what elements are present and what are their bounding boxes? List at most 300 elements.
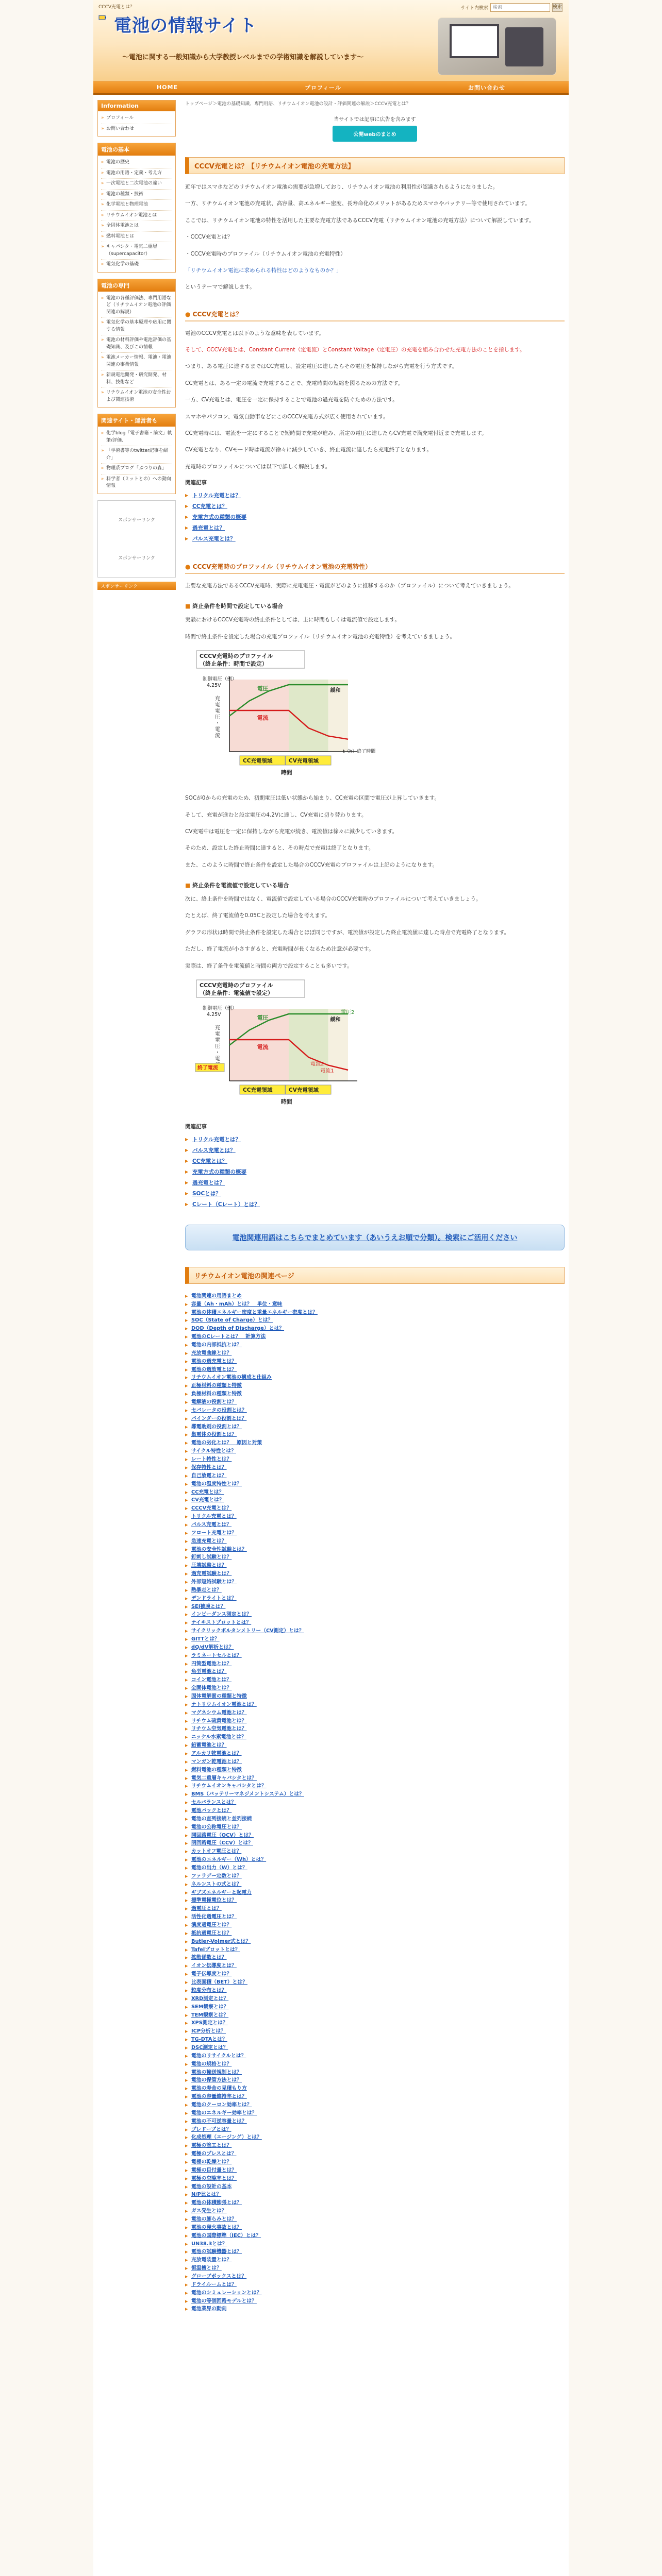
related-item-link[interactable]: パルス充電とは？ — [192, 1147, 236, 1154]
related-item[interactable] — [185, 512, 565, 523]
related-page-item-link[interactable]: 電池パックとは？ — [191, 1808, 232, 1814]
related-page-item[interactable] — [185, 1921, 565, 1929]
related-page-item[interactable] — [185, 1815, 565, 1823]
sidebar-item[interactable] — [101, 221, 172, 232]
related-page-item[interactable] — [185, 2207, 565, 2215]
related-page-item-link[interactable]: 充放電曲線とは？ — [191, 1350, 232, 1356]
related-page-item[interactable] — [185, 1537, 565, 1546]
related-page-item[interactable] — [185, 2019, 565, 2027]
related-page-item[interactable] — [185, 2240, 565, 2248]
related-page-item-link[interactable]: 電池のシミュレーションとは？ — [191, 2290, 262, 2296]
related-page-item-link[interactable]: GITTとは？ — [191, 1636, 220, 1642]
related-page-item-link[interactable]: フロート充電とは？ — [191, 1530, 237, 1536]
related-page-item-link[interactable]: 熱暴走とは？ — [191, 1587, 222, 1593]
sidebar-item[interactable] — [101, 294, 172, 318]
related-page-item-link[interactable]: 電池の発火事故とは？ — [191, 2224, 242, 2230]
related-page-item-link[interactable]: リチウムイオンキャパシタとは？ — [191, 1783, 267, 1789]
related-page-item[interactable] — [185, 1692, 565, 1701]
related-page-item[interactable] — [185, 1799, 565, 1807]
related-page-item-link[interactable]: 電池関連の用語まとめ — [191, 1293, 242, 1299]
related-page-item[interactable] — [185, 1987, 565, 1995]
related-page-item-link[interactable]: 電池の寿命の見積もり方 — [191, 2086, 247, 2092]
related-page-item-link[interactable]: 標準電極電位とは？ — [191, 1897, 237, 1904]
related-page-item-link[interactable]: 電極のプレスとは？ — [191, 2151, 237, 2157]
related-page-item-link[interactable]: 濃度過電圧とは？ — [191, 1922, 232, 1928]
related-page-item-link[interactable]: SEM観察とは？ — [191, 2004, 229, 2010]
related-page-item-link[interactable]: セルバランスとは？ — [191, 1800, 237, 1806]
related-item[interactable] — [185, 1199, 565, 1210]
related-item[interactable] — [185, 1134, 565, 1145]
related-page-item[interactable] — [185, 2150, 565, 2158]
sidebar-item[interactable] — [101, 124, 172, 134]
related-page-item-link[interactable]: ファラデー定数とは？ — [191, 1873, 242, 1879]
sidebar-item[interactable] — [101, 474, 172, 492]
sidebar-item-link[interactable]: 電池の用語・定義・考え方 — [106, 170, 162, 176]
related-page-item-link[interactable]: 電池の劣化とは？ 原因と対策 — [191, 1440, 262, 1446]
sidebar-item[interactable] — [101, 113, 172, 124]
related-page-item[interactable] — [185, 1733, 565, 1741]
related-page-item-link[interactable]: マンガン乾電池とは？ — [191, 1758, 242, 1765]
related-page-item[interactable] — [185, 2133, 565, 2142]
sidebar-item[interactable] — [101, 260, 172, 270]
related-page-item[interactable] — [185, 1913, 565, 1921]
related-page-item-link[interactable]: 電極の空隙率とは？ — [191, 2175, 237, 2181]
related-page-item[interactable] — [185, 2215, 565, 2224]
related-page-item-link[interactable]: ガス発生とは？ — [191, 2208, 227, 2214]
sidebar-item-link[interactable]: 科学者（ミットとの）への動向情報 — [106, 476, 171, 488]
related-page-item-link[interactable]: 電池の温度特性とは？ — [191, 1481, 242, 1487]
sidebar-item[interactable] — [101, 353, 172, 370]
related-page-item-link[interactable]: N/P比とは？ — [191, 2192, 222, 2198]
related-page-item-link[interactable]: カットオフ電圧とは？ — [191, 1849, 242, 1855]
related-page-item[interactable] — [185, 2084, 565, 2093]
related-page-item[interactable] — [185, 1521, 565, 1529]
related-page-item-link[interactable]: 電池のエネルギー（Wh）とは？ — [191, 1857, 267, 1863]
related-page-item[interactable] — [185, 1880, 565, 1889]
related-page-item[interactable] — [185, 2289, 565, 2297]
related-page-item-link[interactable]: ネルンストの式とは？ — [191, 1881, 242, 1887]
related-item-link[interactable]: CC充電とは？ — [192, 1158, 227, 1164]
related-page-item-link[interactable]: 自己放電とは？ — [191, 1472, 227, 1479]
related-page-item[interactable] — [185, 1635, 565, 1643]
related-page-item[interactable] — [185, 2273, 565, 2281]
sidebar-item-link[interactable]: 一次電池と二次電池の違い — [106, 181, 162, 186]
related-page-item[interactable] — [185, 2158, 565, 2166]
related-page-item-link[interactable]: インピーダンス測定とは？ — [191, 1612, 252, 1618]
related-page-item[interactable] — [185, 1488, 565, 1497]
related-item-link[interactable]: SOCとは？ — [192, 1190, 221, 1197]
related-page-item[interactable] — [185, 1406, 565, 1415]
related-page-item[interactable] — [185, 1896, 565, 1905]
related-page-item-link[interactable]: 保存特性とは？ — [191, 1464, 227, 1470]
sidebar-item-link[interactable]: 物理系ブログ「ぶつりの森」 — [106, 466, 167, 471]
related-page-item-link[interactable]: 集電体の役割とは？ — [191, 1432, 237, 1438]
related-page-item-link[interactable]: 恒温槽とは？ — [191, 2265, 222, 2272]
related-page-item-link[interactable]: 電池の容量維持率とは？ — [191, 2094, 247, 2100]
related-page-item[interactable] — [185, 1717, 565, 1725]
related-page-item-link[interactable]: 電池の出力（W）とは？ — [191, 1865, 247, 1871]
related-page-item-link[interactable]: 電池の保管方法とは？ — [191, 2077, 242, 2083]
related-page-item[interactable] — [185, 1790, 565, 1799]
related-item[interactable] — [185, 1178, 565, 1189]
related-page-item-link[interactable]: 過電圧とは？ — [191, 1906, 222, 1912]
related-page-item-link[interactable]: アルカリ乾電池とは？ — [191, 1751, 242, 1756]
related-page-item-link[interactable]: 全固体電池とは？ — [191, 1685, 232, 1691]
sidebar-ad[interactable] — [97, 500, 176, 578]
related-page-item[interactable] — [185, 2027, 565, 2036]
sidebar-item[interactable] — [101, 232, 172, 243]
related-page-item-link[interactable]: 急速充電とは？ — [191, 1538, 227, 1544]
related-page-item-link[interactable]: 拡散係数とは？ — [191, 1955, 227, 1961]
related-page-item[interactable] — [185, 1415, 565, 1423]
related-page-item-link[interactable]: SEI被膜とは？ — [191, 1603, 226, 1609]
related-page-item[interactable] — [185, 2060, 565, 2069]
related-item[interactable] — [185, 1167, 565, 1178]
related-page-item[interactable] — [185, 1316, 565, 1325]
related-page-item[interactable] — [185, 1423, 565, 1431]
sidebar-item[interactable] — [101, 464, 172, 474]
related-page-item[interactable] — [185, 1905, 565, 1913]
related-page-item-link[interactable]: 電極の乾燥とは？ — [191, 2159, 232, 2165]
nav-contact[interactable]: お問い合わせ — [468, 84, 505, 91]
sidebar-item-link[interactable]: 電気化学の基本原理や応用に関する情報 — [106, 320, 172, 332]
related-page-item[interactable] — [185, 1562, 565, 1570]
related-page-item-link[interactable]: ナトリウムイオン電池とは？ — [191, 1701, 257, 1707]
related-page-item-link[interactable]: 釘刺し試験とは？ — [191, 1554, 232, 1561]
related-page-item-link[interactable]: 電池の安全性試験とは？ — [191, 1546, 247, 1552]
related-page-item-link[interactable]: サイクリックボルタンメトリー（CV測定）とは？ — [191, 1628, 304, 1634]
related-page-item[interactable] — [185, 1872, 565, 1880]
related-page-item[interactable] — [185, 1472, 565, 1480]
related-page-item-link[interactable]: 負極材料の種類と特徴 — [191, 1391, 242, 1397]
sidebar-item-link[interactable]: 電池の各種評価法、専門用語など（リチウムイオン電池の評価関連の解説） — [106, 295, 172, 315]
related-page-item[interactable] — [185, 1823, 565, 1832]
related-page-item-link[interactable]: 電池の設計の基本 — [191, 2183, 232, 2190]
related-page-item-link[interactable]: グローブボックスとは？ — [191, 2274, 247, 2279]
related-page-item-link[interactable]: 閉回路電圧（CCV）とは？ — [191, 1840, 253, 1846]
related-page-item[interactable] — [185, 1766, 565, 1774]
related-page-item-link[interactable]: ICP分析とは？ — [191, 2028, 226, 2035]
sidebar-item-link[interactable]: 化学blog「電子書籍・論文」執筆/評価、 — [106, 431, 172, 443]
related-page-item[interactable] — [185, 2093, 565, 2101]
related-page-item[interactable] — [185, 1382, 565, 1390]
search-input[interactable] — [490, 3, 550, 12]
related-page-item[interactable] — [185, 1856, 565, 1864]
related-page-item[interactable] — [185, 1447, 565, 1455]
related-page-item-link[interactable]: 充放電装置とは？ — [191, 2257, 232, 2263]
related-page-item[interactable] — [185, 1978, 565, 1987]
related-page-item[interactable] — [185, 1839, 565, 1848]
related-page-item[interactable] — [185, 1611, 565, 1619]
related-page-item[interactable] — [185, 1995, 565, 2003]
related-page-item[interactable] — [185, 2224, 565, 2232]
related-page-item[interactable] — [185, 2248, 565, 2256]
related-page-item[interactable] — [185, 1595, 565, 1603]
related-page-item-link[interactable]: 電池のリサイクルとは？ — [191, 2053, 246, 2059]
related-page-item-link[interactable]: リチウム硫黄電池とは？ — [191, 1718, 247, 1724]
related-page-item[interactable] — [185, 1946, 565, 1954]
related-item[interactable] — [185, 501, 565, 512]
related-page-item-link[interactable]: プレドープとは？ — [191, 2126, 231, 2132]
related-page-item[interactable] — [185, 1750, 565, 1758]
related-page-item-link[interactable]: 電池の過充電とは？ — [191, 1358, 237, 1364]
related-page-item[interactable] — [185, 1709, 565, 1717]
related-item-link[interactable]: トリクル充電とは？ — [192, 493, 241, 499]
related-page-item[interactable] — [185, 1513, 565, 1521]
related-page-item[interactable] — [185, 1668, 565, 1676]
related-page-item-link[interactable]: 電池の体積膨張とは？ — [191, 2200, 242, 2206]
related-page-item-link[interactable]: 電池業界の動向 — [191, 2306, 227, 2312]
related-page-item-link[interactable]: 抵抗過電圧とは？ — [191, 1930, 232, 1936]
related-item[interactable] — [185, 1156, 565, 1167]
breadcrumb[interactable]: トップページ＞電池の基礎知識、専門用語、リチウムイオン電池の設計・評価関連の解説＞CCCV充電とは？ — [185, 101, 411, 107]
related-item[interactable] — [185, 490, 565, 501]
related-page-item[interactable] — [185, 1938, 565, 1946]
related-page-item[interactable] — [185, 1349, 565, 1358]
related-page-item[interactable] — [185, 1455, 565, 1464]
related-page-item-link[interactable]: リチウムイオン電池の構成と仕組み — [191, 1375, 272, 1381]
glossary-button[interactable]: 電池関連用語はこちらでまとめています（あいうえお順で分類）。検索にご活用ください — [185, 1225, 565, 1250]
related-page-item-link[interactable]: XRD測定とは？ — [191, 1995, 229, 2002]
related-page-item[interactable] — [185, 1480, 565, 1488]
related-page-item-link[interactable]: 電池の膨らみとは？ — [191, 2216, 237, 2222]
related-page-item-link[interactable]: 圧壊試験とは？ — [191, 1563, 227, 1569]
sidebar-item[interactable] — [101, 446, 172, 464]
nav-profile[interactable]: プロフィール — [305, 84, 341, 91]
related-page-item-link[interactable]: 円筒型電池とは？ — [191, 1660, 232, 1667]
related-page-item-link[interactable]: 電極の目付量とは？ — [191, 2167, 237, 2173]
related-page-item-link[interactable]: 電池の試験機器とは？ — [191, 2249, 242, 2255]
related-page-item-link[interactable]: ナイキストプロットとは？ — [191, 1620, 252, 1626]
related-page-item[interactable] — [185, 1333, 565, 1341]
related-page-item-link[interactable]: 電池のCレートとは？ 計算方法 — [191, 1334, 266, 1340]
related-page-item[interactable] — [185, 1701, 565, 1709]
related-item-link[interactable]: パルス充電とは？ — [192, 536, 236, 542]
related-page-item-link[interactable]: DSC測定とは？ — [191, 2044, 228, 2050]
toc-item[interactable]: 「リチウムイオン電池に求められる特性はどのようなものか？」 — [185, 267, 342, 274]
related-page-item-link[interactable]: 電池の公称電圧とは？ — [191, 1824, 242, 1830]
sidebar-item-link[interactable]: キャパシタ・電気二重層（supercapacitor） — [106, 244, 157, 257]
sidebar-item-link[interactable]: リチウムイオン電池とは — [106, 212, 157, 218]
related-item-link[interactable]: 過充電とは？ — [192, 525, 225, 531]
related-item-link[interactable]: Cレート（Cレート）とは？ — [192, 1201, 260, 1208]
related-page-item[interactable] — [185, 1782, 565, 1790]
toc-item[interactable]: ・CCCV充電とは？ — [185, 234, 233, 241]
sidebar-item-link[interactable]: 電池の歴史 — [106, 160, 130, 165]
related-page-item-link[interactable]: 電池の国際標準（IEC）とは？ — [191, 2232, 261, 2239]
related-page-item-link[interactable]: CC充電とは？ — [191, 1489, 224, 1495]
related-page-item-link[interactable]: ドライルームとは？ — [191, 2281, 237, 2287]
sidebar-item-link[interactable]: 燃料電池とは — [106, 233, 135, 239]
related-page-item[interactable] — [185, 1496, 565, 1504]
related-page-item[interactable] — [185, 1929, 565, 1938]
sidebar-item-link[interactable]: 「学術書等のtwitter記事を紹介」 — [106, 448, 168, 461]
related-page-item-link[interactable]: ギブズエネルギーと起電力 — [191, 1889, 252, 1895]
related-page-item[interactable] — [185, 2183, 565, 2191]
related-page-item-link[interactable]: 電池の輸送規制とは？ — [191, 2069, 242, 2075]
related-page-item-link[interactable]: 粒度分布とは？ — [191, 1987, 227, 1993]
sidebar-item[interactable] — [101, 190, 172, 200]
related-page-item[interactable] — [185, 2305, 565, 2313]
related-page-item-link[interactable]: XPS測定とは？ — [191, 2020, 228, 2026]
related-page-item-link[interactable]: 電子伝導度とは？ — [191, 1971, 232, 1977]
related-page-item[interactable] — [185, 1660, 565, 1668]
related-page-item[interactable] — [185, 1366, 565, 1374]
related-page-item-link[interactable]: 電池の等価回路モデルとは？ — [191, 2298, 257, 2304]
related-page-item[interactable] — [185, 1398, 565, 1406]
related-page-item-link[interactable]: 角型電池とは？ — [191, 1669, 227, 1675]
related-page-item[interactable] — [185, 2101, 565, 2109]
related-page-item-link[interactable]: サイクル特性とは？ — [191, 1448, 236, 1454]
related-page-item[interactable] — [185, 2256, 565, 2264]
related-page-item-link[interactable]: 電池のクーロン効率とは？ — [191, 2102, 252, 2108]
related-page-item-link[interactable]: CCCV充電とは？ — [191, 1505, 232, 1512]
sidebar-item[interactable] — [101, 318, 172, 335]
related-page-item-link[interactable]: dQ/dV解析とは？ — [191, 1644, 234, 1650]
related-page-item[interactable] — [185, 1832, 565, 1840]
related-page-item[interactable] — [185, 1603, 565, 1611]
related-page-item[interactable] — [185, 1807, 565, 1815]
related-page-item[interactable] — [185, 1553, 565, 1562]
sidebar-item[interactable] — [101, 335, 172, 353]
related-page-item[interactable] — [185, 2011, 565, 2020]
related-page-item[interactable] — [185, 1578, 565, 1586]
related-page-item-link[interactable]: 電極の塗工とは？ — [191, 2143, 232, 2149]
related-page-item[interactable] — [185, 1464, 565, 1472]
related-page-item[interactable] — [185, 1627, 565, 1635]
related-page-item-link[interactable]: 電池の体積エネルギー密度と重量エネルギー密度とは？ — [191, 1309, 318, 1315]
related-page-item-link[interactable]: 電池の不可逆容量とは？ — [191, 2118, 247, 2124]
related-page-item[interactable] — [185, 1643, 565, 1652]
related-page-item-link[interactable]: イオン伝導度とは？ — [191, 1963, 237, 1969]
related-page-item[interactable] — [185, 1300, 565, 1309]
related-page-item-link[interactable]: SOC（State of Charge）とは？ — [191, 1317, 273, 1324]
related-page-item-link[interactable]: 容量（Ah・mAh）とは？ 単位・意味 — [191, 1301, 283, 1307]
related-page-item[interactable] — [185, 2166, 565, 2175]
related-page-item[interactable] — [185, 1848, 565, 1856]
related-page-item[interactable] — [185, 1954, 565, 1962]
related-page-item-link[interactable]: TEM観察とは？ — [191, 2012, 229, 2018]
related-page-item-link[interactable]: 固体電解質の種類と特徴 — [191, 1693, 247, 1699]
sidebar-item-link[interactable]: お問い合わせ — [106, 126, 135, 131]
related-page-item-link[interactable]: セパレータの役割とは？ — [191, 1407, 247, 1413]
sidebar-item-link[interactable]: プロフィール — [106, 115, 134, 121]
related-page-item-link[interactable]: 活性化過電圧とは？ — [191, 1914, 237, 1920]
related-page-item-link[interactable]: 電池の過放電とは？ — [191, 1366, 237, 1372]
related-page-item[interactable] — [185, 1652, 565, 1660]
related-page-item[interactable] — [185, 1758, 565, 1766]
related-page-item-link[interactable]: 燃料電池の種類と特徴 — [191, 1767, 242, 1773]
related-page-item[interactable] — [185, 1292, 565, 1300]
related-page-item[interactable] — [185, 1864, 565, 1872]
related-page-item[interactable] — [185, 2199, 565, 2207]
related-page-item[interactable] — [185, 2076, 565, 2084]
related-page-item-link[interactable]: DOD（Depth of Discharge）とは？ — [191, 1326, 285, 1332]
sidebar-item-link[interactable]: 電池の材料評価や電池評価の基礎知識、及びこの情報 — [106, 337, 172, 350]
sidebar-item[interactable] — [101, 168, 172, 179]
related-page-item-link[interactable]: 電池のエネルギー効率とは？ — [191, 2110, 257, 2116]
sidebar-item[interactable] — [101, 200, 172, 211]
related-page-item-link[interactable]: Tafelプロットとは？ — [191, 1946, 240, 1953]
toc-item[interactable]: ・CCCV充電時のプロファイル（リチウムイオン電池の充電特性） — [185, 250, 346, 257]
sidebar-item[interactable] — [101, 211, 172, 222]
sidebar-item-link[interactable]: 電気化学の基礎 — [106, 262, 139, 267]
related-page-item-link[interactable]: 比表面積（BET）とは？ — [191, 1979, 248, 1986]
related-page-item-link[interactable]: デンドライトとは？ — [191, 1595, 237, 1601]
related-page-item[interactable] — [185, 1741, 565, 1750]
related-page-item-link[interactable]: 導電助剤の役割とは？ — [191, 1423, 242, 1430]
related-page-item-link[interactable]: 開回路電圧（OCV）とは？ — [191, 1832, 254, 1838]
related-page-item[interactable] — [185, 2069, 565, 2077]
related-page-item[interactable] — [185, 1358, 565, 1366]
related-page-item[interactable] — [185, 1439, 565, 1447]
related-page-item[interactable] — [185, 1889, 565, 1897]
related-page-item[interactable] — [185, 2232, 565, 2240]
related-page-item-link[interactable]: コイン電池とは？ — [191, 1677, 232, 1683]
related-page-item-link[interactable]: リチウム空気電池とは？ — [191, 1726, 247, 1732]
related-item-link[interactable]: 充電方式の種類の概要 — [192, 1168, 246, 1175]
site-title[interactable]: 電池の情報サイト — [114, 15, 257, 36]
related-item-link[interactable]: CC充電とは？ — [192, 503, 227, 510]
related-page-item[interactable] — [185, 2036, 565, 2044]
related-page-item-link[interactable]: TG-DTAとは？ — [191, 2037, 227, 2043]
related-page-item[interactable] — [185, 2109, 565, 2117]
related-page-item-link[interactable]: マグネシウム電池とは？ — [191, 1709, 247, 1716]
related-page-item-link[interactable]: 電気二重層キャパシタとは？ — [191, 1775, 257, 1781]
related-page-item-link[interactable]: バインダーの役割とは？ — [191, 1415, 247, 1421]
related-page-item-link[interactable]: 電池の直列接続と並列接続 — [191, 1816, 252, 1822]
related-page-item[interactable] — [185, 1390, 565, 1398]
related-page-item[interactable] — [185, 2142, 565, 2150]
related-page-item[interactable] — [185, 1570, 565, 1578]
related-page-item-link[interactable]: 正極材料の種類と特徴 — [191, 1383, 242, 1389]
related-page-item-link[interactable]: ニッケル水素電池とは？ — [191, 1734, 246, 1740]
related-page-item-link[interactable]: パルス充電とは？ — [191, 1521, 232, 1528]
related-page-item-link[interactable]: 過充電試験とは？ — [191, 1571, 232, 1577]
sidebar-item-link[interactable]: 電池メーカー情報、電池・電池関連の事業情報 — [106, 355, 171, 367]
related-page-item-link[interactable]: トリクル充電とは？ — [191, 1514, 237, 1520]
sidebar-item-link[interactable]: 電池の種類・技術 — [106, 191, 144, 197]
related-page-item-link[interactable]: BMS（バッテリーマネジメントシステム）とは？ — [191, 1791, 304, 1798]
promo-button[interactable]: 公開webのまとめ — [333, 126, 417, 142]
related-item[interactable] — [185, 523, 565, 534]
related-page-item[interactable] — [185, 2052, 565, 2060]
sidebar-item[interactable] — [101, 388, 172, 405]
related-page-item[interactable] — [185, 2175, 565, 2183]
sidebar-item[interactable] — [101, 179, 172, 190]
sidebar-item-link[interactable]: リチウムイオン電池の安全性および関連技術 — [106, 390, 171, 402]
related-page-item[interactable] — [185, 2126, 565, 2134]
related-page-item[interactable] — [185, 1325, 565, 1333]
nav-home[interactable]: HOME — [157, 84, 178, 91]
related-page-item[interactable] — [185, 1962, 565, 1970]
related-item-link[interactable]: 充電方式の種類の概要 — [192, 514, 246, 520]
related-page-item[interactable] — [185, 1431, 565, 1439]
related-page-item[interactable] — [185, 1676, 565, 1684]
related-page-item[interactable] — [185, 2281, 565, 2289]
related-page-item-link[interactable]: UN38.3とは？ — [191, 2241, 227, 2247]
related-page-item[interactable] — [185, 1970, 565, 1978]
search-button[interactable]: 検索 — [552, 3, 562, 12]
related-page-item-link[interactable]: 鉛蓄電池とは？ — [191, 1742, 227, 1749]
related-page-item[interactable] — [185, 1684, 565, 1692]
related-page-item[interactable] — [185, 1619, 565, 1627]
sidebar-item-link[interactable]: 全固体電池とは — [106, 223, 139, 228]
related-page-item[interactable] — [185, 1309, 565, 1317]
related-page-item[interactable] — [185, 1725, 565, 1733]
related-item[interactable] — [185, 1189, 565, 1199]
related-item[interactable] — [185, 534, 565, 545]
